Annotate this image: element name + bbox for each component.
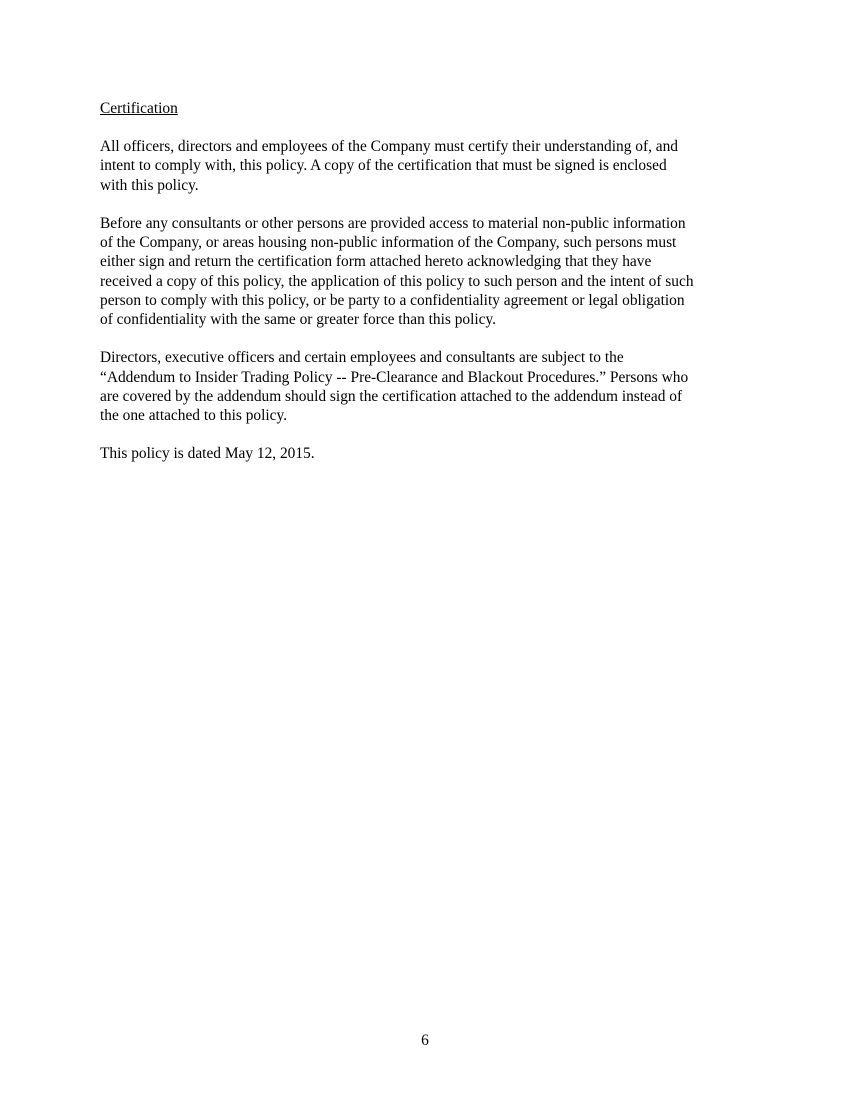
page-content xyxy=(100,99,760,483)
paragraph-certification-requirement xyxy=(100,137,760,195)
page-number: 6 xyxy=(421,1032,429,1049)
text-line: of the Company, or areas housing non-public information of the Company, such persons must xyxy=(100,234,677,252)
text-line: with this policy. xyxy=(100,176,199,194)
text-line: intent to comply with, this policy. A copy of the certification that must be signed is enclosed xyxy=(100,157,667,175)
text-line: Before any consultants or other persons are provided access to material non-public information xyxy=(100,215,686,232)
text-line: All officers, directors and employees of the Company must certify their understanding of, and xyxy=(100,138,678,156)
text-line: person to comply with this policy, or be party to a confidentiality agreement or legal obligation xyxy=(100,291,685,309)
text-line: the one attached to this policy. xyxy=(100,407,288,425)
text-line: of confidentiality with the same or greater force than this policy. xyxy=(100,311,497,329)
section-heading: Certification xyxy=(100,100,178,117)
text-line: are covered by the addendum should sign the certification attached to the addendum instead of xyxy=(100,387,683,405)
paragraph-addendum xyxy=(100,348,760,425)
paragraph-consultants xyxy=(100,214,760,329)
text-line: received a copy of this policy, the application of this policy to such person and the intent of such xyxy=(100,272,694,290)
text-line: This policy is dated May 12, 2015. xyxy=(100,445,315,463)
paragraph-policy-date xyxy=(100,444,760,463)
text-line: “Addendum to Insider Trading Policy -- Pre-Clearance and Blackout Procedures.” Persons who xyxy=(100,368,689,386)
text-line: either sign and return the certification form attached hereto acknowledging that they have xyxy=(100,253,652,271)
text-line: Directors, executive officers and certain employees and consultants are subject to the xyxy=(100,349,624,367)
